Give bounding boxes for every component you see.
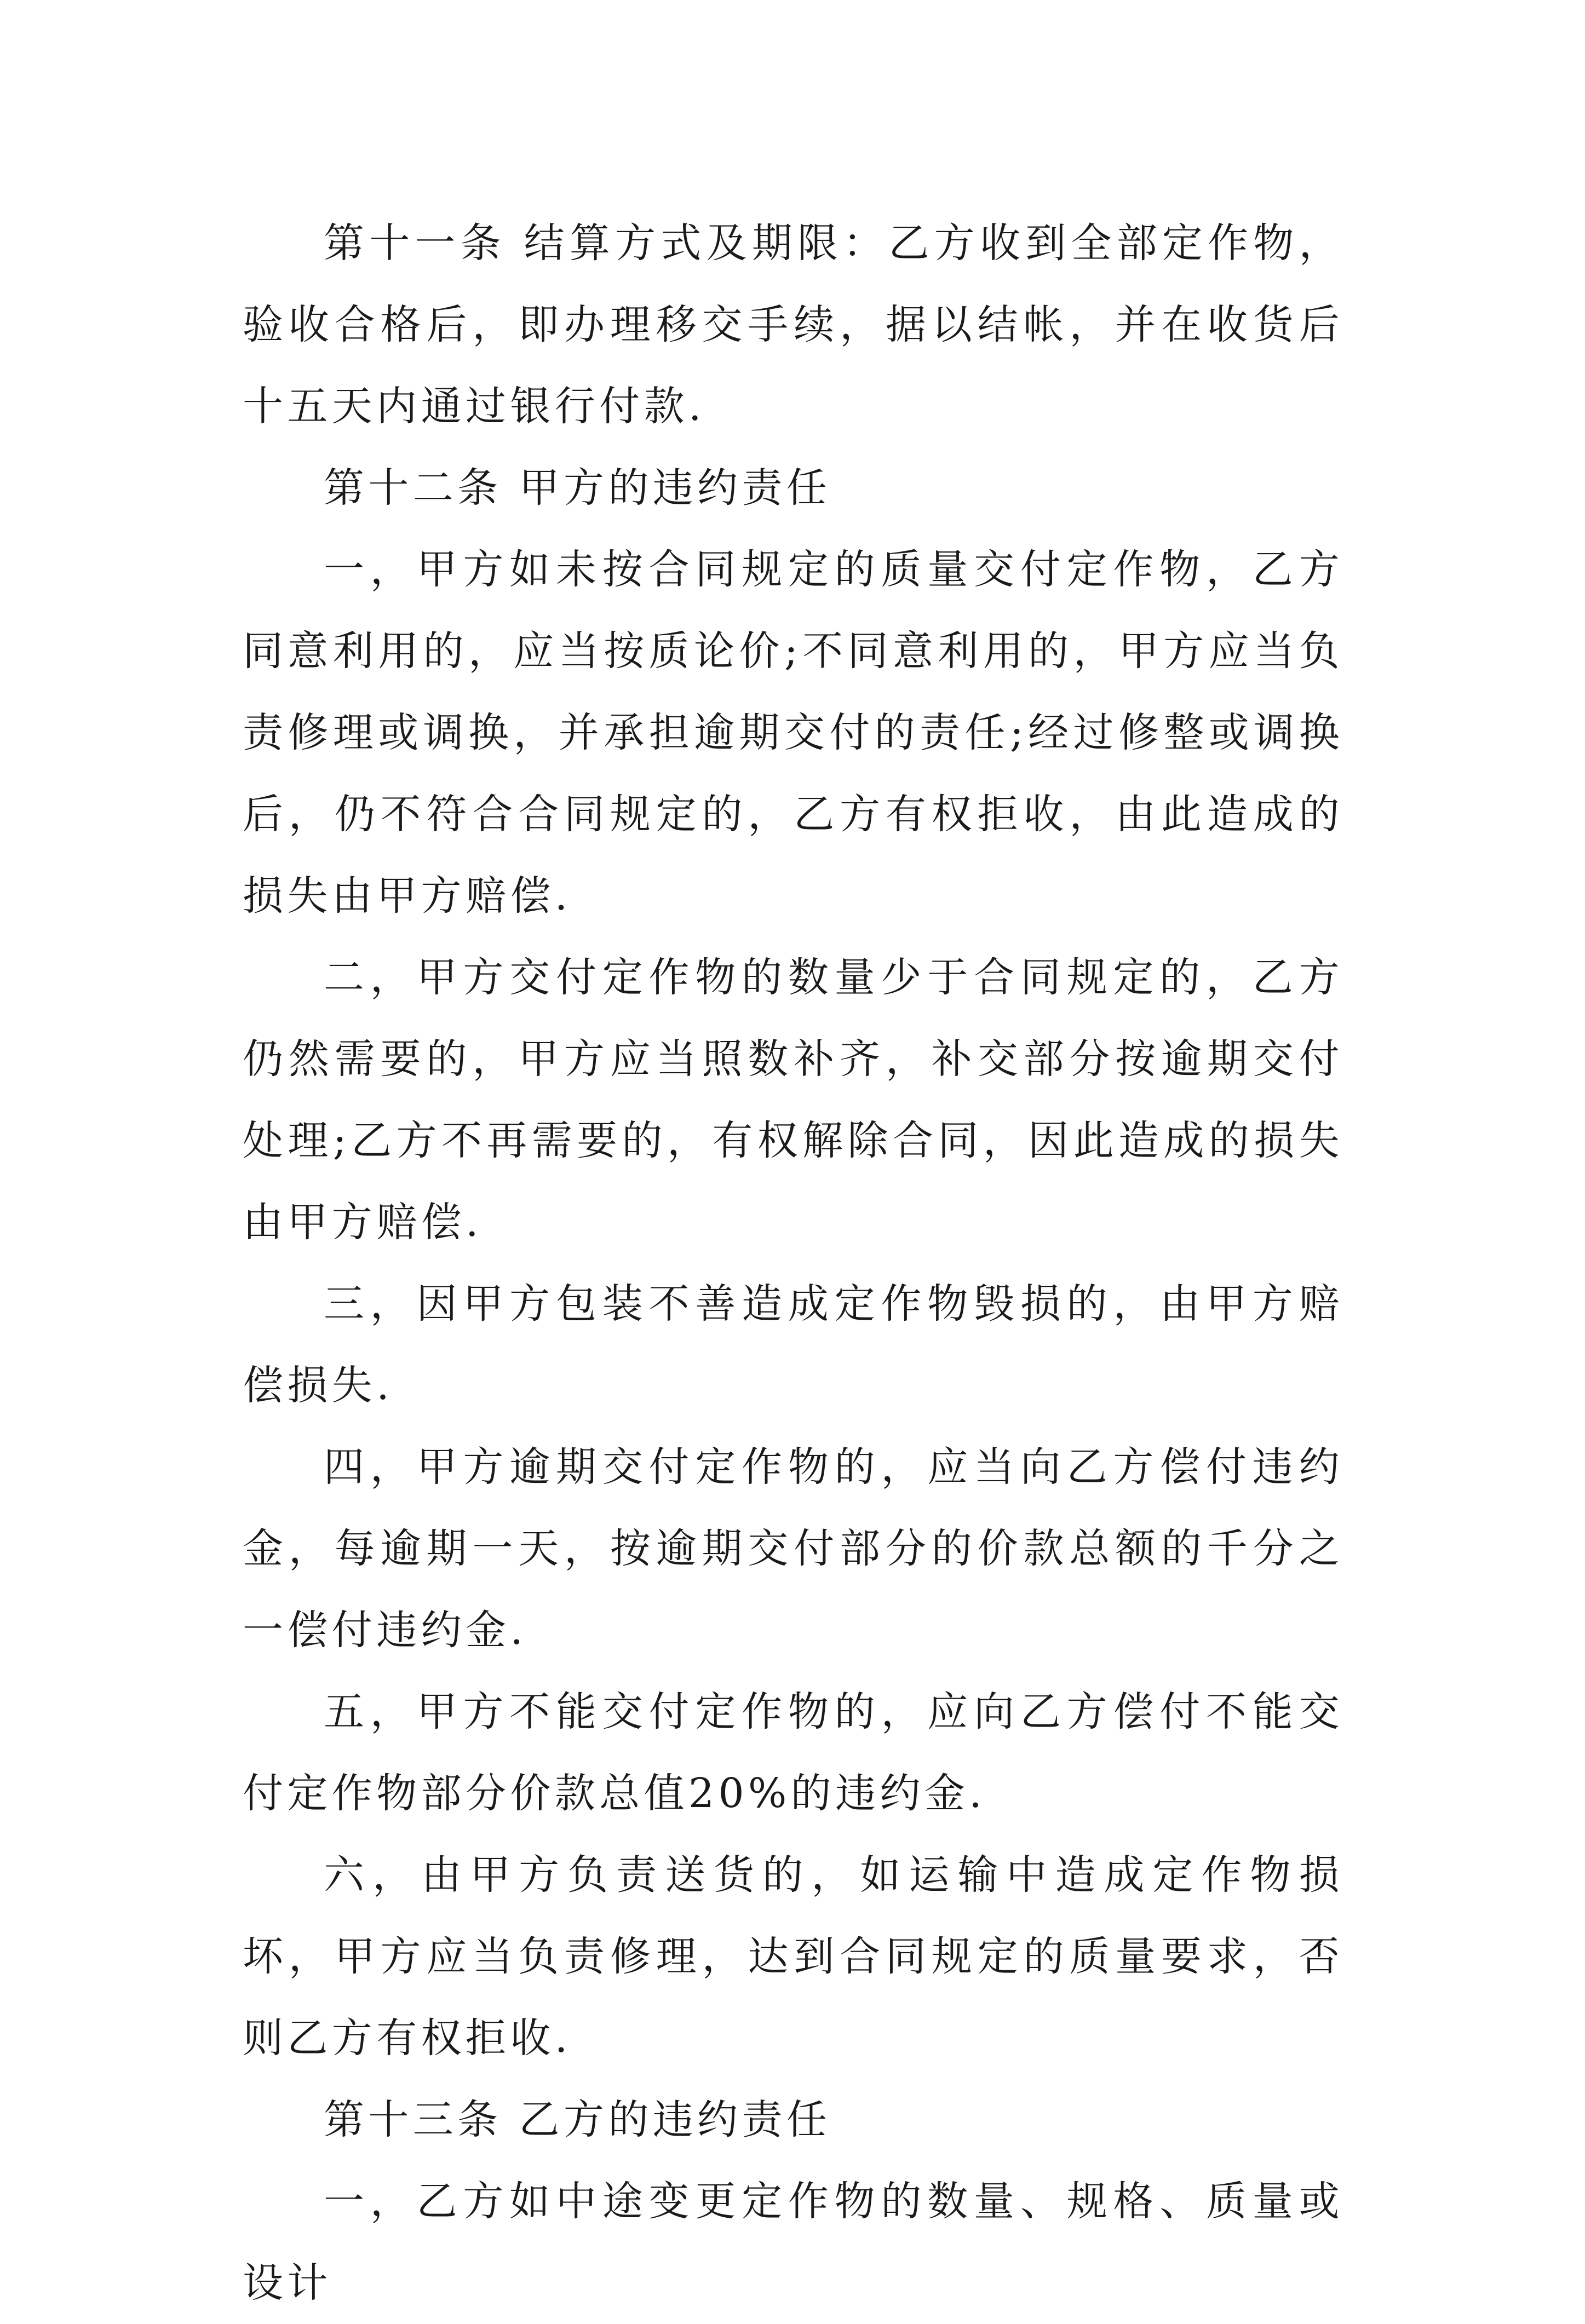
clause-13-item-1: 一，乙方如中途变更定作物的数量、规格、质量或设计: [243, 2178, 1343, 2306]
clause-11-settlement: 第十一条 结算方式及期限：乙方收到全部定作物，验收合格后，即办理移交手续，据以结帐，并在收货后十五天内通过银行付款.: [243, 220, 1343, 430]
clause-12-heading: 第十二条 甲方的违约责任: [324, 464, 831, 511]
clause-12-item-1: 一，甲方如未按合同规定的质量交付定作物，乙方同意利用的，应当按质论价;不同意利用的，甲方应当负责修理或调换，并承担逾期交付的责任;经过修整或调换后，仍不符合合同规定的，乙方有权拒收，由此造成的损失由甲方赔偿.: [243, 546, 1343, 919]
clause-13-heading: 第十三条 乙方的违约责任: [324, 2096, 831, 2143]
clause-12-item-5: 五，甲方不能交付定作物的，应向乙方偿付不能交付定作物部分价款总值20%的违约金.: [243, 1688, 1343, 1817]
clause-12-item-6: 六，由甲方负责送货的，如运输中造成定作物损坏，甲方应当负责修理，达到合同规定的质量要求，否则乙方有权拒收.: [243, 1851, 1343, 2062]
clause-12-item-2: 二，甲方交付定作物的数量少于合同规定的，乙方仍然需要的，甲方应当照数补齐，补交部分按逾期交付处理;乙方不再需要的，有权解除合同，因此造成的损失由甲方赔偿.: [243, 954, 1343, 1246]
document-body: [243, 203, 1343, 2324]
clause-12-item-3: 三，因甲方包装不善造成定作物毁损的，由甲方赔偿损失.: [243, 1280, 1343, 1409]
clause-12-item-4: 四，甲方逾期交付定作物的，应当向乙方偿付违约金，每逾期一天，按逾期交付部分的价款总额的千分之一偿付违约金.: [243, 1443, 1343, 1654]
